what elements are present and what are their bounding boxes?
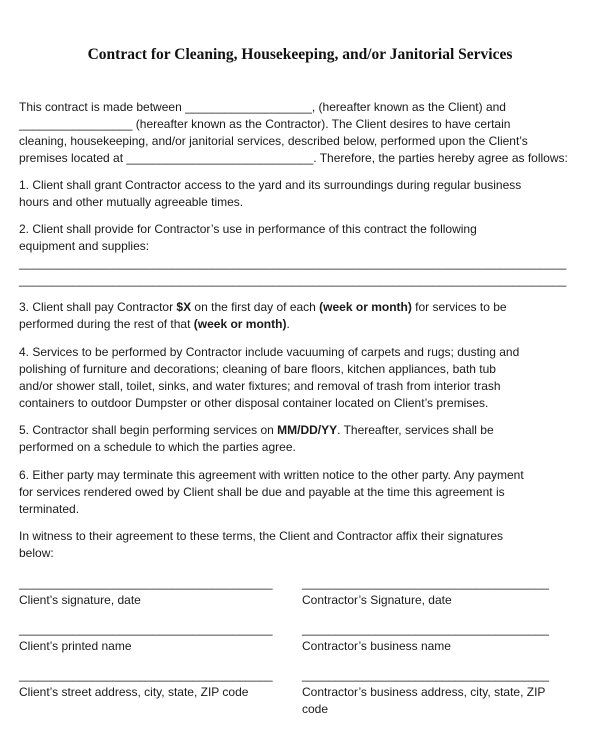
client-signature-field	[19, 575, 294, 609]
payment-period: (week or month)	[319, 300, 412, 314]
document-title: Contract for Cleaning, Housekeeping, and/or Janitorial Services	[87, 46, 513, 63]
clause-line: and/or shower stall, toilet, sinks, and water fixtures; and removal of trash from interior trash	[19, 379, 501, 393]
clause-line: hours and other mutually agreeable times.	[19, 195, 244, 209]
witness-paragraph	[19, 528, 581, 562]
clause-line: performed on a schedule to which the parties agree.	[19, 440, 296, 454]
clause-text: performed during the rest of that	[19, 317, 194, 331]
start-date: MM/DD/YY	[277, 423, 338, 437]
clause-text: on the first day of each	[191, 300, 320, 314]
clause-line: terminated.	[19, 502, 80, 516]
clause-line: polishing of furniture and decorations; cleaning of bare floors, kitchen appliances, bath tub	[19, 362, 496, 376]
signature-blank: _____________________________________	[302, 576, 549, 590]
contractor-signature-field	[302, 575, 582, 609]
contractor-address-field	[302, 667, 582, 718]
signature-blank: ______________________________________	[19, 668, 273, 682]
intro-paragraph	[19, 99, 581, 167]
clause-text: . Thereafter, services shall be	[337, 423, 494, 437]
intro-line: This contract is made between ___________________, (hereafter known as the Client) and	[19, 100, 506, 114]
clause-line: 1. Client shall grant Contractor access to the yard and its surroundings during regular business	[19, 178, 522, 192]
clause-line: 2. Client shall provide for Contractor’s use in performance of this contract the following	[19, 222, 477, 236]
clause-text: 5. Contractor shall begin performing services on	[19, 423, 278, 437]
clause-text: .	[286, 317, 290, 331]
clause-text: for services to be	[411, 300, 507, 314]
clause-text: 3. Client shall pay Contractor	[19, 300, 177, 314]
witness-line: In witness to their agreement to these terms, the Client and Contractor affix their signatures	[19, 529, 504, 543]
intro-line: premises located at ____________________________. Therefore, the parties hereby agree as follows:	[19, 151, 568, 165]
clause-line	[19, 422, 581, 439]
contractor-address-label: Contractor’s business address, city, state, ZIP	[302, 685, 546, 699]
clause-line	[19, 299, 581, 316]
contractor-business-name-label: Contractor’s business name	[302, 639, 451, 653]
signature-blank: ______________________________________	[19, 576, 273, 590]
intro-line: _________________ (hereafter known as the Contractor). The Client desires to have certain	[19, 117, 511, 131]
signature-blank: ______________________________________	[19, 622, 273, 636]
client-printed-name-label: Client’s printed name	[19, 639, 132, 653]
clause-6	[19, 467, 581, 518]
client-address-field	[19, 667, 294, 701]
clause-line: 6. Either party may terminate this agreement with written notice to the other party. Any payment	[19, 468, 524, 482]
witness-line: below:	[19, 546, 54, 560]
client-signature-label: Client’s signature, date	[19, 593, 141, 607]
payment-period: (week or month)	[193, 317, 287, 331]
clause-line: containers to outdoor Dumpster or other disposal container located on Client’s premises.	[19, 396, 489, 410]
intro-line: cleaning, housekeeping, and/or janitorial services, described below, performed upon the Client’s	[19, 134, 528, 148]
clause-1	[19, 177, 581, 211]
contractor-address-label-cont: code	[302, 702, 329, 716]
client-address-label: Client’s street address, city, state, ZIP code	[19, 685, 249, 699]
clause-3	[19, 299, 581, 333]
clause-line: 4. Services to be performed by Contractor include vacuuming of carpets and rugs; dusting and	[19, 345, 520, 359]
signature-blank: _____________________________________	[302, 622, 549, 636]
contractor-signature-label: Contractor’s Signature, date	[302, 593, 452, 607]
signature-blank: _____________________________________	[302, 668, 549, 682]
payment-amount: $X	[176, 300, 192, 314]
contractor-business-name-field	[302, 621, 582, 655]
client-printed-name-field	[19, 621, 294, 655]
clause-line: equipment and supplies:	[19, 239, 150, 253]
blank-line: __________________________________________________________________________________	[19, 273, 567, 287]
blank-line: __________________________________________________________________________________	[19, 256, 567, 270]
clause-5	[19, 422, 581, 456]
clause-line: for services rendered owed by Client shall be due and payable at the time this agreement is	[19, 485, 505, 499]
clause-4	[19, 344, 581, 412]
clause-2	[19, 221, 581, 289]
clause-line	[19, 316, 581, 333]
